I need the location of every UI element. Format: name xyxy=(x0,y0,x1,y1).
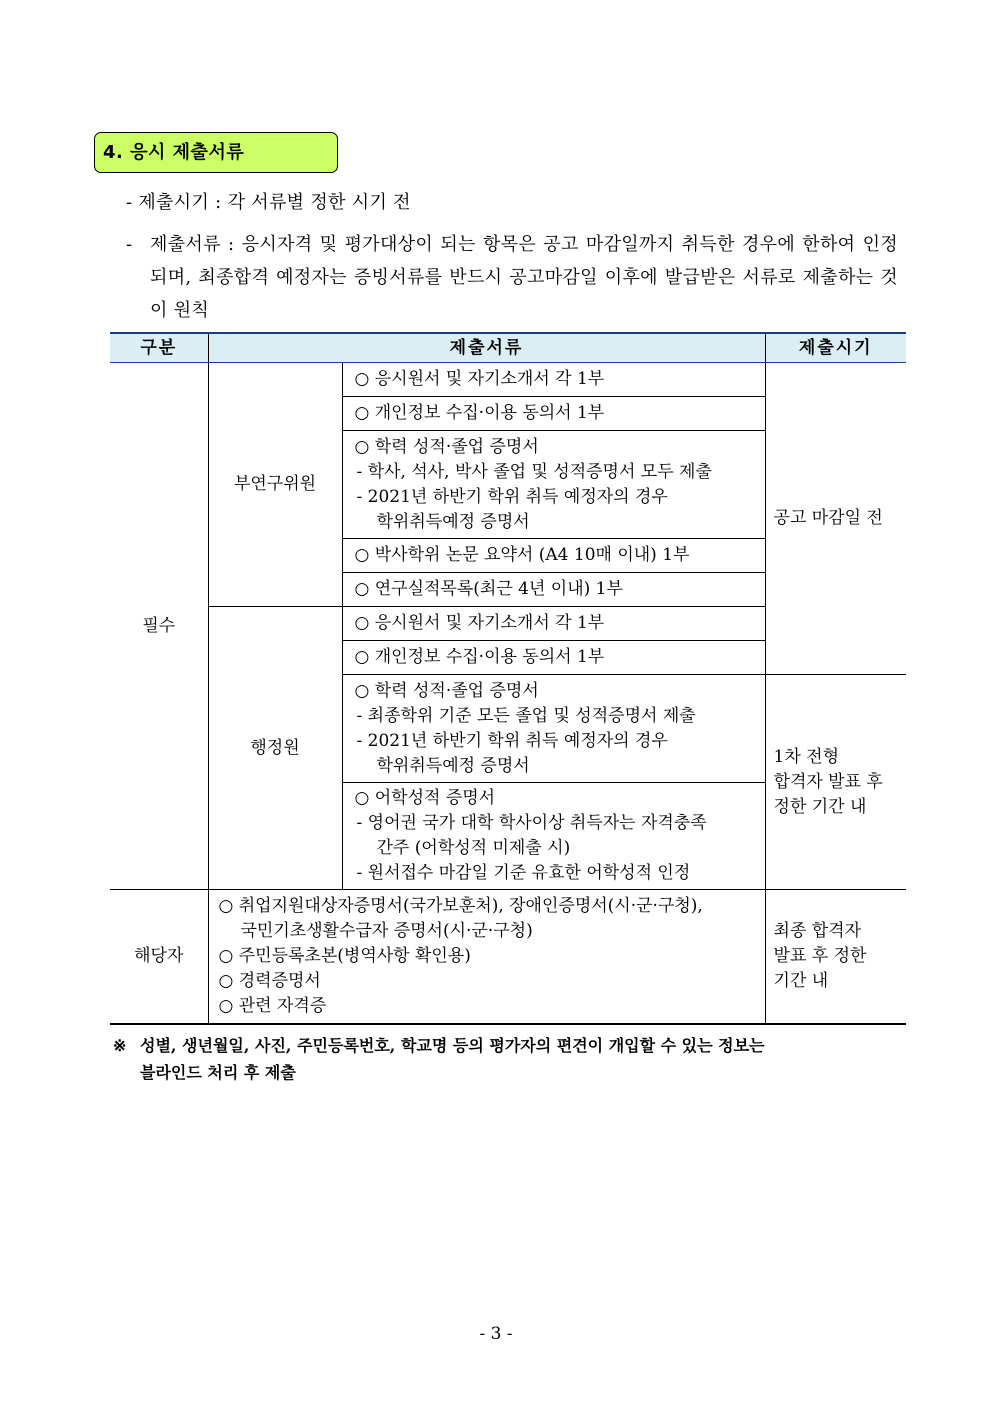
admin-label-cell: 행정원 xyxy=(208,607,342,890)
researcher-item-research-list: ○ 연구실적목록(최근 4년 이내) 1부 xyxy=(342,573,765,607)
header-category: 구분 xyxy=(110,333,208,363)
researcher-item-privacy: ○ 개인정보 수집·이용 동의서 1부 xyxy=(342,397,765,431)
admin-item-application: ○ 응시원서 및 자기소개서 각 1부 xyxy=(342,607,765,641)
submission-timing-line: - 제출시기 : 각 서류별 정한 시기 전 xyxy=(126,192,411,213)
documents-table xyxy=(110,332,906,1025)
admin-item-degree: ○ 학력 성적·졸업 증명서 - 최종학위 기준 모든 졸업 및 성적증명서 제출 - 2021년 하반기 학위 취득 예정자의 경우 학위취득예정 증명서 xyxy=(342,675,765,783)
submission-docs-text: 제출서류 : 응시자격 및 평가대상이 되는 항목은 공고 마감일까지 취득한 경우에 한하여 인정되며, 최종합격 예정자는 증빙서류를 반드시 공고마감일 이후에 발급받은 서류로 제출하는 것이 원칙 xyxy=(150,234,898,321)
header-documents: 제출서류 xyxy=(208,333,765,363)
period-before-deadline: 공고 마감일 전 xyxy=(765,363,906,675)
period-after-first-round: 1차 전형 합격자 발표 후 정한 기간 내 xyxy=(765,675,906,890)
blind-processing-note xyxy=(113,1032,765,1086)
submission-docs-paragraph xyxy=(126,228,898,327)
table-row xyxy=(110,363,906,397)
note-line-1: 성별, 생년월일, 사진, 주민등록번호, 학교명 등의 평가자의 편견이 개입할 수 있는 정보는 xyxy=(140,1036,765,1055)
researcher-label-cell: 부연구위원 xyxy=(208,363,342,607)
section-title: 4. 응시 제출서류 xyxy=(94,132,338,173)
admin-item-language: ○ 어학성적 증명서 - 영어권 국가 대학 학사이상 취득자는 자격충족 간주 (어학성적 미제출 시) - 원서접수 마감일 기준 유효한 어학성적 인정 xyxy=(342,783,765,890)
bullet-dash: - xyxy=(126,234,133,255)
applicable-category-cell: 해당자 xyxy=(110,890,208,1024)
page-number: - 3 - xyxy=(479,1324,513,1344)
researcher-item-degree: ○ 학력 성적·졸업 증명서 - 학사, 석사, 박사 졸업 및 성적증명서 모두 제출 - 2021년 하반기 학위 취득 예정자의 경우 학위취득예정 증명서 xyxy=(342,431,765,539)
researcher-item-thesis-summary: ○ 박사학위 논문 요약서 (A4 10매 이내) 1부 xyxy=(342,539,765,573)
admin-item-privacy: ○ 개인정보 수집·이용 동의서 1부 xyxy=(342,641,765,675)
note-line-2: 블라인드 처리 후 제출 xyxy=(140,1063,296,1082)
period-after-final: 최종 합격자 발표 후 정한 기간 내 xyxy=(765,890,906,1024)
header-period: 제출시기 xyxy=(765,333,906,363)
researcher-item-application: ○ 응시원서 및 자기소개서 각 1부 xyxy=(342,363,765,397)
applicable-docs-cell: ○ 취업지원대상자증명서(국가보훈처), 장애인증명서(시·군·구청), 국민기초생활수급자 증명서(시·군·구청) ○ 주민등록초본(병역사항 확인용) ○ 경력증명서 ○ 관련 자격증 xyxy=(208,890,765,1024)
reference-mark: ※ xyxy=(113,1036,127,1055)
table-header-row xyxy=(110,333,906,363)
table-row xyxy=(110,890,906,1024)
required-category-cell: 필수 xyxy=(110,363,208,890)
